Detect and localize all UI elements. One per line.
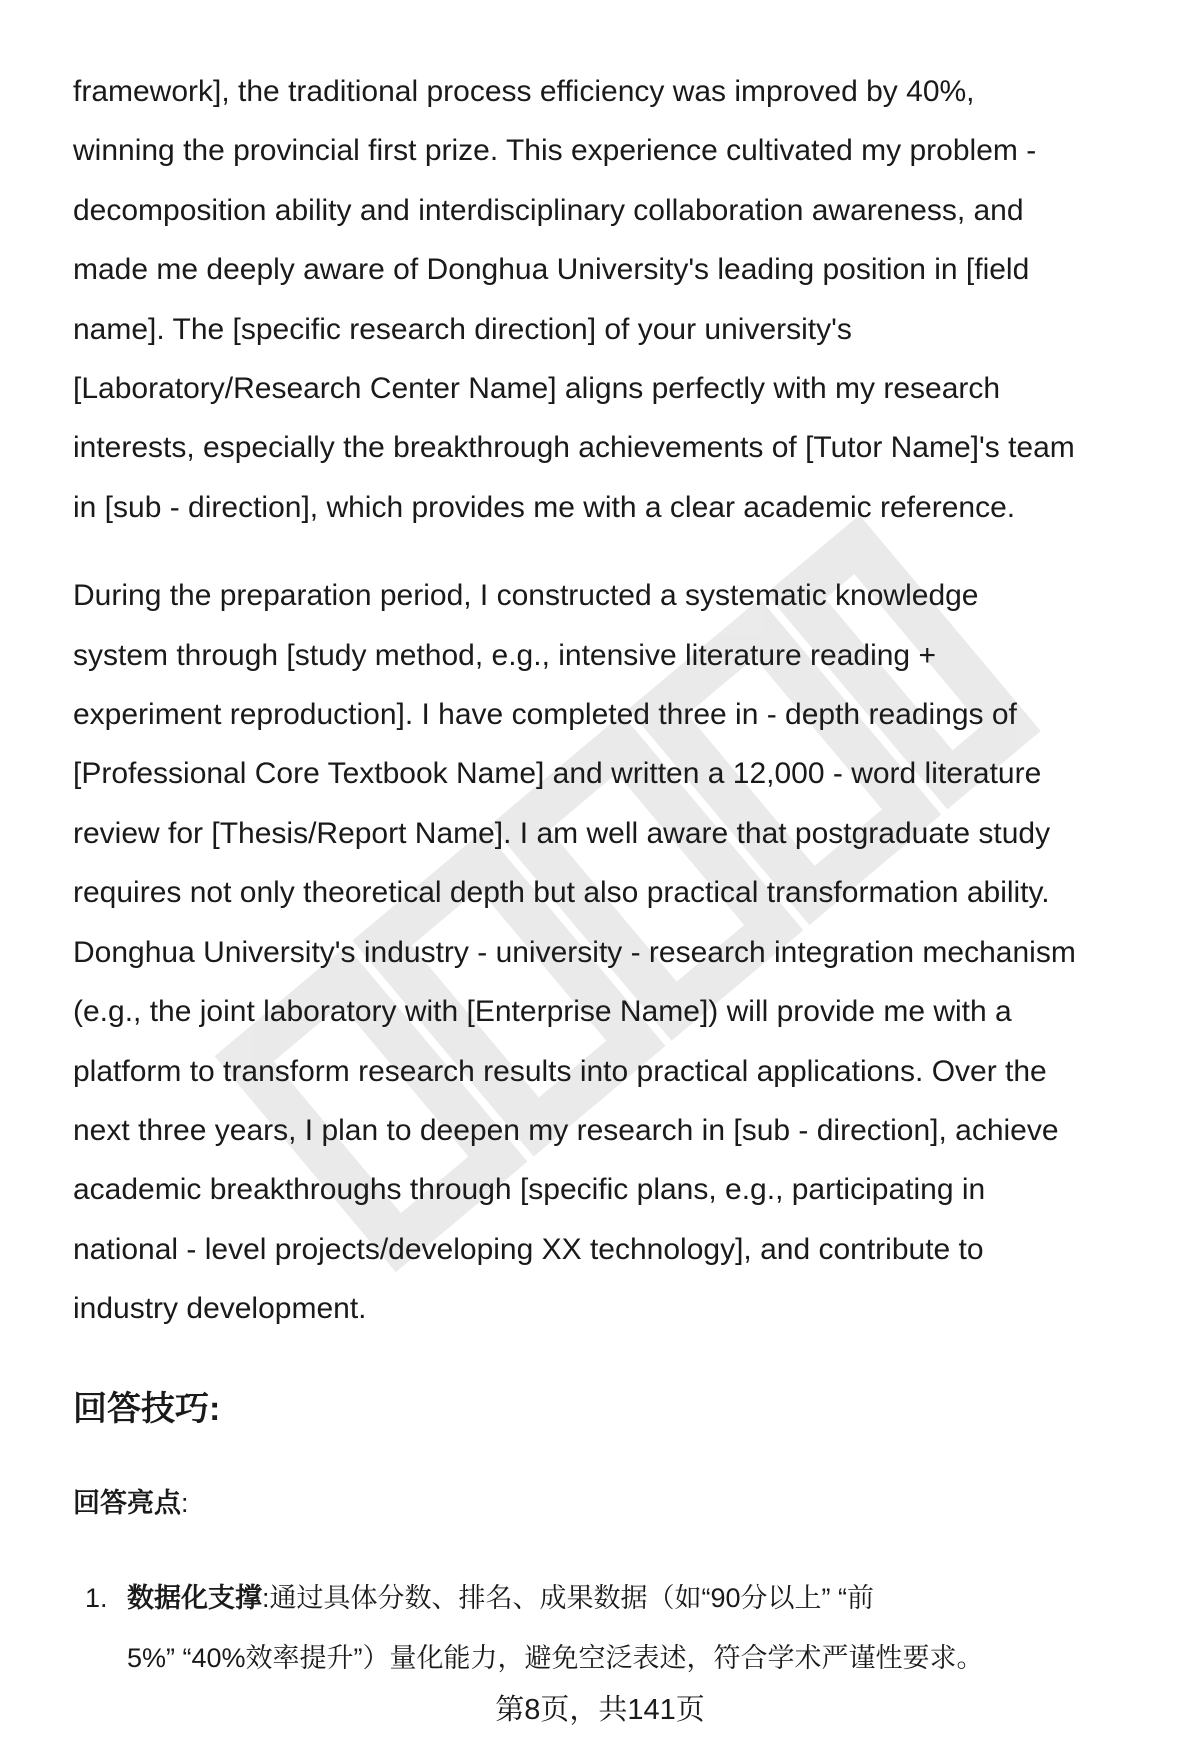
list-item-title: 数据化支撑 xyxy=(127,1582,262,1613)
list-item xyxy=(73,1568,1163,1688)
highlights-list xyxy=(73,1568,1163,1688)
sub-heading-label: 回答亮点 xyxy=(73,1487,181,1518)
list-item-number: 1. xyxy=(85,1582,108,1613)
section-heading: 回答技巧: xyxy=(73,1389,221,1428)
sub-heading-suffix: : xyxy=(181,1487,189,1518)
body-paragraph: framework], the traditional process efficiency was improved by 40%, winning the provincial first prize. This experience cultivated my problem - decomposition ability and interdisciplinary collaboration awareness, and made me deeply aware of Donghua University's leading position in [field name]. The [specific research direction] of your university's [Laboratory/Research Center Name] aligns perfectly with my research interests, especially the breakthrough achievements of [Tutor Name]'s team in [sub - direction], which provides me with a clear academic reference. xyxy=(73,75,1075,524)
list-item-text: 通过具体分数、排名、成果数据（如“90分以上” “前 5%” “40%效率提升”）量化能力，避免空泛表述，符合学术严谨性要求。 xyxy=(127,1582,984,1673)
sub-heading xyxy=(73,1483,1163,1523)
document-body xyxy=(73,62,1163,1688)
list-item-separator: : xyxy=(262,1582,270,1613)
page-footer: 第8页，共141页 xyxy=(495,1694,705,1726)
body-paragraph: During the preparation period, I constructed a systematic knowledge system through [study method, e.g., intensive literature reading + experiment reproduction]. I have completed three in - depth readings of [Professional Core Textbook Name] and written a 12,000 - word literature review for [Thesis/Report Name]. I am well aware that postgraduate study requires not only theoretical depth but also practical transformation ability. Donghua University's industry - university - research integration mechanism (e.g., the joint laboratory with [Enterprise Name]) will provide me with a platform to transform research results into practical applications. Over the next three years, I plan to deepen my research in [sub - direction], achieve academic breakthroughs through [specific plans, e.g., participating in national - level projects/developing XX technology], and contribute to industry development. xyxy=(73,579,1076,1326)
